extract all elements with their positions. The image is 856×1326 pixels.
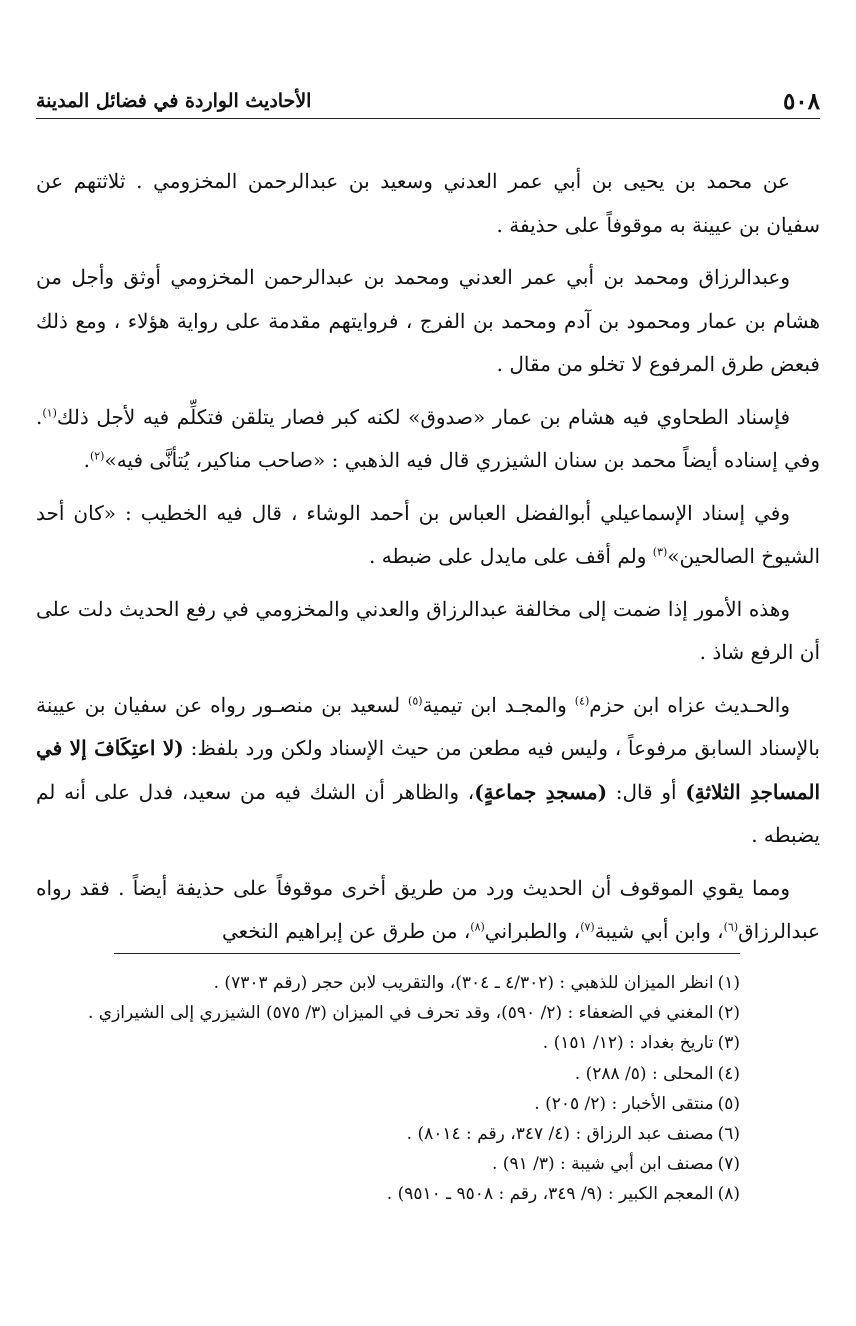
paragraph-2 xyxy=(36,256,820,387)
paragraph-text: ولم أقف على مايدل على ضبطه . xyxy=(369,544,653,568)
paragraph-text: وهذه الأمور إذا ضمت إلى مخالفة عبدالرزاق والعدني والمخزومي في رفع الحديث دلت على أن الرفع شاذ . xyxy=(36,596,820,664)
footnote-mark: (٣) xyxy=(717,1033,740,1054)
footnote-item xyxy=(36,998,740,1028)
footnote-text: منتقى الأخبار : (٢/ ٢٠٥) . xyxy=(534,1093,714,1114)
paragraph-text: فإسناد الطحاوي فيه هشام بن عمار «صدوق» لكنه كبر فصار يتلقن فتكلِّم فيه لأجل ذلك xyxy=(56,404,790,429)
paragraph-text: . وفي إسناده أيضاً محمد بن سنان الشيزري قال فيه الذهبي : «صاحب مناكير، يُتأنَّى فيه» xyxy=(36,404,820,472)
footnote-ref[interactable]: (٢) xyxy=(89,449,105,463)
footnote-text: المحلى : (٥/ ٢٨٨) . xyxy=(574,1063,714,1084)
running-title: الأحاديث الواردة في فضائل المدينة xyxy=(36,90,312,112)
paragraph-text: والحـديث عزاه ابن حزم xyxy=(589,692,790,717)
footnote-divider xyxy=(114,953,740,954)
footnote-ref[interactable]: (٣) xyxy=(652,545,668,559)
footnotes-list xyxy=(36,968,740,1210)
main-text xyxy=(36,160,820,963)
footnote-item xyxy=(36,1119,740,1149)
footnote-mark: (٧) xyxy=(717,1154,740,1175)
paragraph-text: عن محمد بن يحيى بن أبي عمر العدني وسعيد بن عبدالرحمن المخزومي . ثلاثتهم عن سفيان بن عيينة به موقوفاً على حذيفة . xyxy=(36,169,820,237)
footnote-ref[interactable]: (٦) xyxy=(723,920,739,934)
paragraph-text: ، والطبراني xyxy=(484,919,581,943)
footnote-text: المعجم الكبير : (٩/ ٣٤٩، رقم : ٩٥٠٨ ـ ٩٥١٠) . xyxy=(386,1184,714,1205)
hadith-quote: (مسجدِ جماعةٍ) xyxy=(474,779,608,804)
hadith-quote: (لا اعتِكَافَ إلا في المساجدِ الثلاثةِ) xyxy=(36,736,821,804)
paragraph-text: ومما يقوي الموقوف أن الحديث ورد من طريق أخرى موقوفاً على حذيفة أيضاً . فقد رواه عبدالرزاق xyxy=(36,875,820,943)
footnote-text: انظر الميزان للذهبي : (٤/٣٠٢ ـ ٣٠٤)، والتقريب لابن حجر (رقم ٧٣٠٣) . xyxy=(213,973,714,993)
footnote-mark: (٨) xyxy=(717,1184,740,1205)
footnote-mark: (٥) xyxy=(717,1093,740,1114)
footnote-mark: (١) xyxy=(717,973,740,993)
footnote-ref[interactable]: (٥) xyxy=(408,693,423,707)
footnote-text: مصنف ابن أبي شيبة : (٣/ ٩١) . xyxy=(491,1154,714,1175)
paragraph-text: وعبدالرزاق ومحمد بن أبي عمر العدني ومحمد بن عبدالرحمن المخزومي أوثق وأجل من هشام بن عمار ومحمود بن آدم ومحمد بن الفرج ، فروايتهم مقدمة على رواية هؤلاء ، ومع ذلك فبعض طرق المرفوع لا تخلو من مقال . xyxy=(36,265,820,376)
paragraph-text: أو قال: xyxy=(607,779,686,804)
footnote-ref[interactable]: (٨) xyxy=(470,920,485,934)
paragraph-text: ، والظاهر أن الشك فيه من سعيد، فدل على أنه لم يضبطه . xyxy=(36,779,820,847)
footnote-text: تاريخ بغداد : (١٢/ ١٥١) . xyxy=(542,1033,714,1054)
paragraph-text: وفي إسناد الإسماعيلي أبوالفضل العباس بن أحمد الوشاء ، قال فيه الخطيب : «كان أحد الشيوخ الصالحين» xyxy=(36,500,820,568)
footnote-ref[interactable]: (٤) xyxy=(574,693,590,707)
paragraph-text: والمجـد ابن تيمية xyxy=(422,692,575,717)
footnote-mark: (٢) xyxy=(717,1003,740,1024)
paragraph-text: ، من طرق عن إبراهيم النخعي xyxy=(221,919,471,943)
footnote-mark: (٤) xyxy=(717,1063,740,1084)
footnote-text: المغني في الضعفاء : (٢/ ٥٩٠)، وقد تحرف في الميزان (٣/ ٥٧٥) الشيزري إلى الشيرازي . xyxy=(87,1003,714,1024)
footnote-item xyxy=(36,1149,740,1179)
footnote-item xyxy=(36,1089,740,1119)
paragraph-1 xyxy=(36,160,820,247)
footnote-text: مصنف عبد الرزاق : (٤/ ٣٤٧، رقم : ٨٠١٤) . xyxy=(406,1124,714,1145)
footnote-ref[interactable]: (١) xyxy=(42,405,57,419)
footnote-mark: (٦) xyxy=(717,1124,740,1145)
footnote-item xyxy=(36,1028,740,1058)
paragraph-3 xyxy=(36,396,820,483)
footnote-ref[interactable]: (٧) xyxy=(580,920,595,934)
paragraph-4 xyxy=(36,492,820,579)
page-number: ٥٠٨ xyxy=(782,87,820,115)
footnote-item xyxy=(36,1059,740,1089)
paragraph-7 xyxy=(36,867,820,954)
paragraph-text: . xyxy=(83,448,90,472)
paragraph-6 xyxy=(36,684,820,858)
paragraph-text: لسعيد بن منصـور رواه عن سفيان بن عيينة بالإسناد السابق مرفوعاً ، وليس فيه مطعن من حيث الإسناد ولكن ورد بلفظ: xyxy=(36,692,820,760)
footnote-item xyxy=(36,1179,740,1209)
footnote-item xyxy=(36,968,740,998)
page-header xyxy=(36,84,820,119)
paragraph-text: ، وابن أبي شيبة xyxy=(594,919,724,943)
paragraph-5 xyxy=(36,588,820,675)
